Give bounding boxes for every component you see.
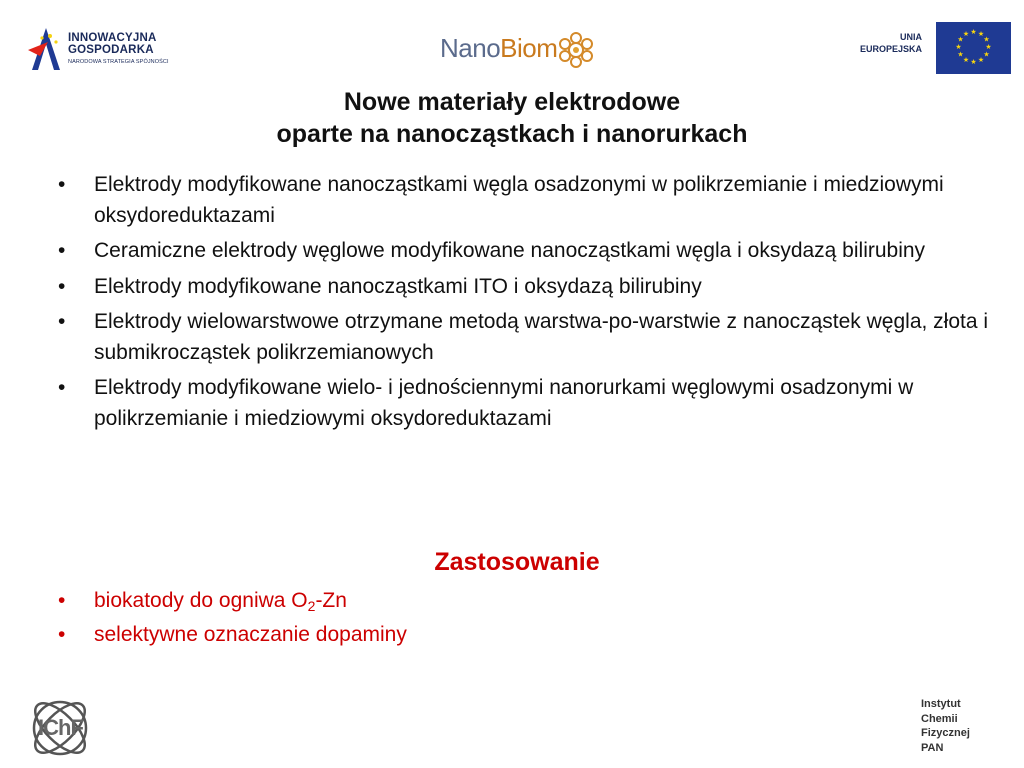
bullet-icon: • — [58, 376, 66, 399]
list-item — [58, 272, 993, 303]
page-title — [0, 86, 1024, 150]
list-item — [58, 373, 993, 434]
title-line1: Nowe materiały elektrodowe — [343, 88, 681, 116]
bullet-icon: • — [58, 310, 66, 333]
svg-text:★: ★ — [977, 56, 985, 64]
title-line2: oparte na nanocząstkach i nanorurkach — [276, 120, 748, 148]
application-item-subscript: 2 — [307, 598, 316, 614]
list-item-text: Ceramiczne elektrody węglowe modyfikowane nanocząstkami węgla i oksydazą bilirubiny — [94, 239, 926, 262]
ichf-logo — [24, 694, 96, 762]
application-item-pre: biokatody do ogniwa O — [94, 589, 308, 612]
ichf-text: IChF — [38, 715, 83, 740]
institute-line1: Instytut — [921, 698, 961, 710]
eu-stars-icon — [936, 22, 1011, 74]
eu-line2: EUROPEJSKA — [859, 44, 922, 54]
svg-text:★: ★ — [977, 30, 985, 38]
svg-text:★: ★ — [970, 58, 977, 66]
list-item-text: Elektrody wielowarstwowe otrzymane metodą warstwa-po-warstwie z nanocząstek węgla, złota i submikrocząstek polikrzemianowych — [94, 310, 989, 364]
application-item-post: -Zn — [315, 589, 347, 612]
svg-text:★: ★ — [962, 30, 970, 38]
nanobiom-flower-icon — [556, 32, 596, 68]
bullet-icon: • — [58, 173, 66, 196]
electrode-list — [58, 170, 993, 439]
eu-line1: UNIA — [900, 32, 922, 42]
eu-logo — [859, 22, 1014, 76]
innowacyjna-gospodarka-logo — [28, 26, 188, 76]
list-item-text: Elektrody modyfikowane nanocząstkami ITO i oksydazą bilirubiny — [94, 274, 702, 298]
innowacyjna-gospodarka-icon — [28, 26, 64, 74]
application-item — [58, 586, 993, 616]
list-item-text: Elektrody modyfikowane wielo- i jednościennymi nanorurkami węglowymi osadzonymi w polikrzemianie i miedziowymi oksydoreduktazami — [94, 376, 914, 430]
list-item — [58, 307, 993, 368]
nanobiom-logo — [440, 30, 600, 70]
svg-text:★: ★ — [957, 50, 964, 59]
svg-text:★: ★ — [970, 28, 977, 36]
institute-line3: Fizycznej — [921, 727, 970, 739]
nanobiom-part-biom: Biom — [500, 33, 558, 63]
institute-line4: PAN — [921, 741, 944, 754]
list-item — [58, 236, 993, 267]
institute-line2: Chemii — [921, 712, 958, 725]
svg-text:★: ★ — [955, 43, 962, 51]
nanobiom-wordmark — [440, 33, 557, 64]
list-item-text: Elektrody modyfikowane nanocząstkami węgla osadzonymi w polikrzemianie i miedziowymi oksydoreduktazami — [94, 173, 944, 227]
svg-text:★: ★ — [983, 35, 990, 44]
institute-name — [921, 697, 970, 755]
eu-flag — [936, 22, 1011, 74]
application-list — [58, 586, 993, 654]
svg-text:★: ★ — [957, 35, 964, 44]
svg-text:★: ★ — [983, 50, 990, 59]
svg-text:★: ★ — [985, 43, 992, 51]
innowacyjna-subtitle: NARODOWA STRATEGIA SPÓJNOŚCI — [68, 59, 169, 65]
application-item — [58, 620, 993, 650]
list-item — [58, 170, 993, 231]
bullet-icon: • — [58, 589, 66, 612]
application-title: Zastosowanie — [434, 548, 600, 576]
bullet-icon: • — [58, 623, 66, 646]
nanobiom-part-nano: Nano — [440, 33, 501, 63]
svg-text:★: ★ — [962, 56, 970, 64]
innowacyjna-line2: GOSPODARKA — [68, 44, 154, 56]
innowacyjna-title — [68, 32, 156, 56]
eu-label — [860, 31, 922, 55]
bullet-icon: • — [58, 239, 66, 262]
application-item-text: selektywne oznaczanie dopaminy — [94, 623, 407, 646]
innowacyjna-line1: INNOWACYJNA — [68, 32, 157, 44]
bullet-icon: • — [58, 274, 66, 298]
